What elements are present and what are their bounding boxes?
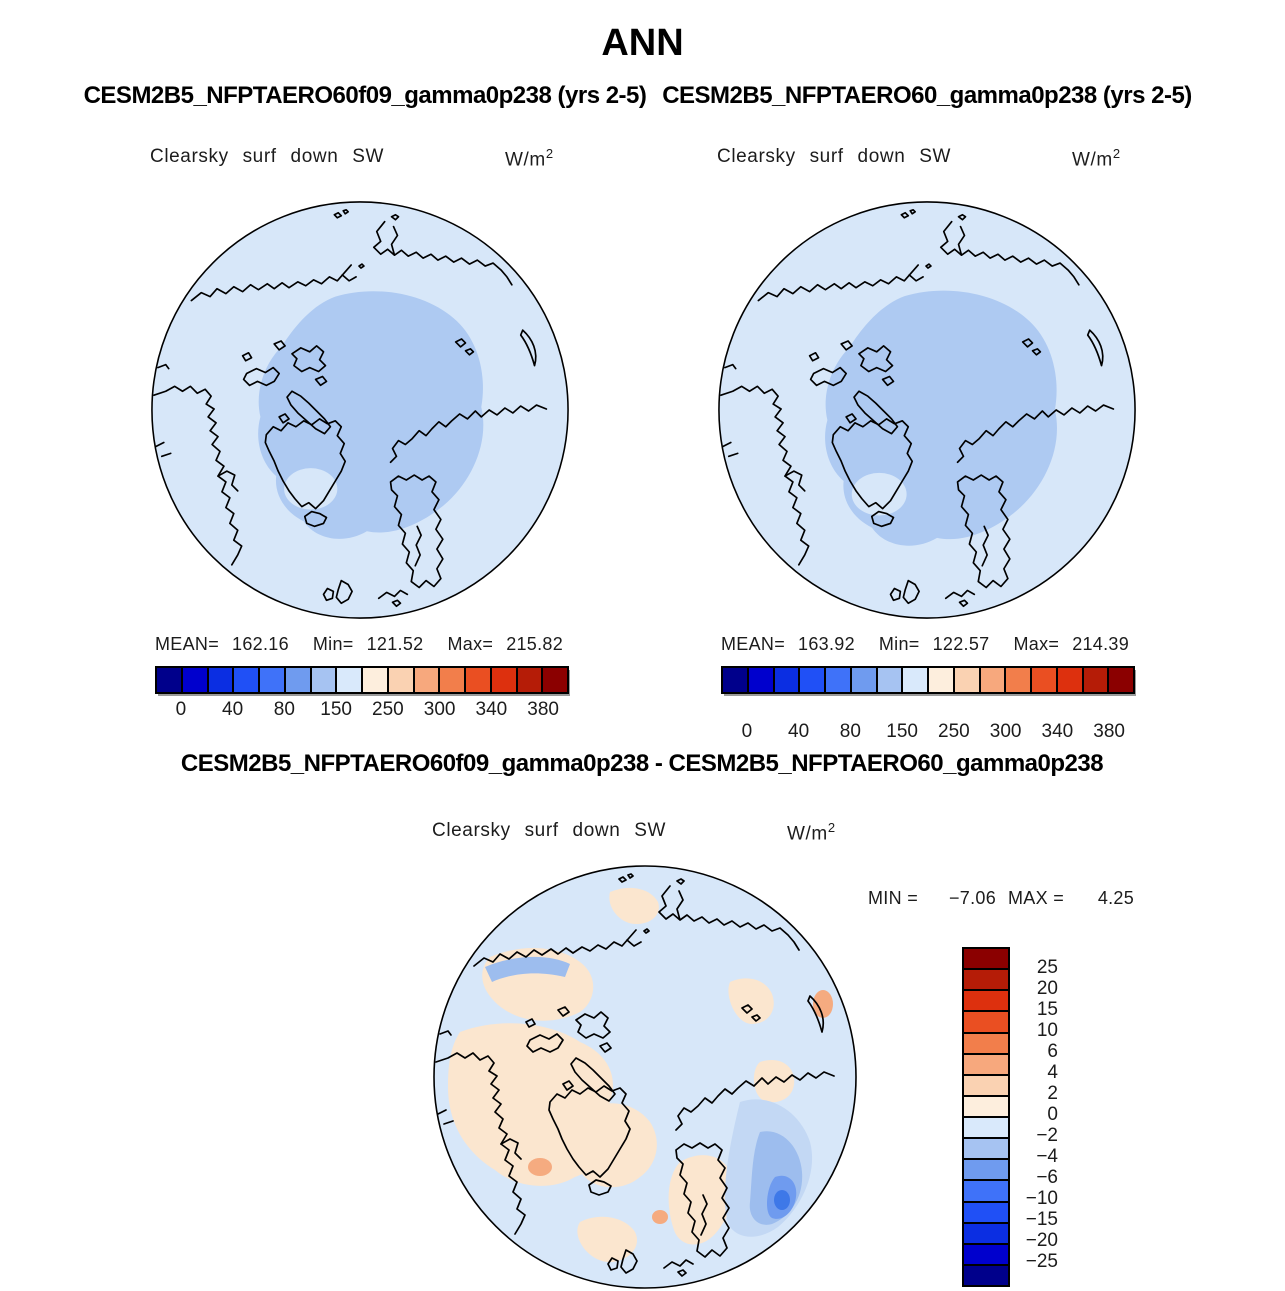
subtitle-diff: CESM2B5_NFPTAERO60f09_gamma0p238 - CESM2B5_NFPTAERO60_gamma0p238 xyxy=(180,750,1104,777)
colorbar-cell xyxy=(964,1243,1008,1264)
colorbar-cell xyxy=(157,668,181,692)
colorbar-tick-label: 20 xyxy=(1036,978,1058,999)
mean-label: MEAN= xyxy=(155,634,220,654)
variable-label: Clearsky surf down SW xyxy=(432,820,667,841)
colorbar-tick-label: −2 xyxy=(1036,1125,1058,1146)
min-label: Min= xyxy=(312,634,354,654)
colorbar-tick-label: 0 xyxy=(741,721,753,742)
max-label: Max= xyxy=(447,634,494,654)
colorbar-right xyxy=(721,666,1135,694)
colorbar-cell xyxy=(1056,668,1082,692)
colorbar-cell xyxy=(438,668,464,692)
stats-left xyxy=(155,634,563,655)
colorbar-right-ticks xyxy=(721,721,1135,743)
colorbar-cell xyxy=(1004,668,1030,692)
map-left-polar xyxy=(148,198,572,622)
mean-value: 163.92 xyxy=(798,634,855,654)
units-label: $W/m^2$ xyxy=(1072,146,1121,171)
variable-label: Clearsky surf down SW xyxy=(150,146,385,167)
colorbar-cell xyxy=(773,668,799,692)
mean-label: MEAN= xyxy=(721,634,786,654)
colorbar-cell xyxy=(979,668,1005,692)
colorbar-tick-label: 40 xyxy=(222,699,244,720)
colorbar-cell xyxy=(964,1095,1008,1116)
stats-diff xyxy=(868,888,1134,909)
colorbar-tick-label: 340 xyxy=(1041,721,1074,742)
colorbar-tick-label: −20 xyxy=(1025,1230,1058,1251)
colorbar-cell xyxy=(964,1116,1008,1137)
colorbar-cell xyxy=(541,668,567,692)
caption-left xyxy=(148,146,578,172)
min-value: −7.06 xyxy=(948,888,997,908)
colorbar-cell xyxy=(927,668,953,692)
min-label: MIN = xyxy=(868,888,919,908)
colorbar-tick-label: 80 xyxy=(273,699,295,720)
colorbar-tick-label: 40 xyxy=(788,721,810,742)
colorbar-tick-label: −15 xyxy=(1025,1209,1058,1230)
min-label: Min= xyxy=(878,634,920,654)
subtitle-right-run: CESM2B5_NFPTAERO60_gamma0p238 (yrs 2-5) xyxy=(662,82,1192,109)
units-label: $W/m^2$ xyxy=(787,820,836,845)
colorbar-tick-label: 300 xyxy=(989,721,1022,742)
colorbar-tick-label: 6 xyxy=(1047,1041,1058,1062)
colorbar-cell xyxy=(258,668,284,692)
colorbar-cell xyxy=(964,1010,1008,1031)
colorbar-cell xyxy=(964,989,1008,1010)
units-label: $W/m^2$ xyxy=(505,146,554,171)
colorbar-cell xyxy=(964,1179,1008,1200)
colorbar-cell xyxy=(964,1137,1008,1158)
colorbar-tick-label: 250 xyxy=(372,699,404,720)
map-right-polar xyxy=(715,198,1139,622)
colorbar-cell xyxy=(310,668,336,692)
colorbar-tick-label: 4 xyxy=(1047,1062,1058,1083)
colorbar-tick-label: 0 xyxy=(1047,1104,1058,1125)
colorbar-cell xyxy=(876,668,902,692)
max-value: 214.39 xyxy=(1072,634,1130,654)
colorbar-tick-label: −4 xyxy=(1036,1146,1058,1167)
variable-label: Clearsky surf down SW xyxy=(717,146,952,167)
colorbar-cell xyxy=(232,668,258,692)
colorbar-left xyxy=(155,666,569,694)
page-title: ANN xyxy=(601,22,684,64)
colorbar-cell xyxy=(964,1264,1008,1285)
diff-salmon-greenland xyxy=(528,1158,552,1176)
colorbar-diff xyxy=(962,947,1010,1287)
colorbar-cell xyxy=(181,668,207,692)
colorbar-cell xyxy=(964,1201,1008,1222)
colorbar-tick-label: 150 xyxy=(886,721,918,742)
colorbar-tick-label: −25 xyxy=(1025,1251,1058,1272)
colorbar-tick-label: 150 xyxy=(320,699,352,720)
colorbar-left-ticks xyxy=(155,699,569,721)
colorbar-cell xyxy=(1030,668,1056,692)
colorbar-cell xyxy=(964,1032,1008,1053)
colorbar-cell xyxy=(284,668,310,692)
colorbar-diff-ticks xyxy=(1014,947,1058,1283)
mean-value: 162.16 xyxy=(232,634,289,654)
colorbar-cell xyxy=(361,668,387,692)
caption-right xyxy=(715,146,1145,172)
map-diff-polar xyxy=(430,862,860,1291)
colorbar-cell xyxy=(413,668,439,692)
colorbar-cell xyxy=(964,949,1008,968)
colorbar-cell xyxy=(1107,668,1133,692)
colorbar-tick-label: −10 xyxy=(1025,1188,1058,1209)
diff-salmon-scandinavia xyxy=(652,1210,668,1224)
colorbar-tick-label: −6 xyxy=(1036,1167,1058,1188)
colorbar-tick-label: 2 xyxy=(1047,1083,1058,1104)
colorbar-cell xyxy=(901,668,927,692)
colorbar-tick-label: 15 xyxy=(1036,999,1058,1020)
colorbar-cell xyxy=(964,1074,1008,1095)
max-label: Max= xyxy=(1013,634,1060,654)
colorbar-cell xyxy=(964,1222,1008,1243)
colorbar-cell xyxy=(516,668,542,692)
caption-diff xyxy=(430,820,860,846)
colorbar-cell xyxy=(964,1053,1008,1074)
colorbar-cell xyxy=(953,668,979,692)
colorbar-cell xyxy=(850,668,876,692)
colorbar-cell xyxy=(1082,668,1108,692)
colorbar-cell xyxy=(824,668,850,692)
colorbar-tick-label: 250 xyxy=(938,721,970,742)
colorbar-cell xyxy=(387,668,413,692)
colorbar-tick-label: 80 xyxy=(839,721,861,742)
colorbar-cell xyxy=(964,1158,1008,1179)
colorbar-cell xyxy=(723,668,747,692)
colorbar-cell xyxy=(747,668,773,692)
colorbar-tick-label: 380 xyxy=(1093,721,1125,742)
colorbar-cell xyxy=(464,668,490,692)
colorbar-tick-label: 0 xyxy=(175,699,187,720)
subtitle-left-run: CESM2B5_NFPTAERO60f09_gamma0p238 (yrs 2-5) xyxy=(83,82,647,109)
min-value: 122.57 xyxy=(932,634,990,654)
min-value: 121.52 xyxy=(366,634,424,654)
colorbar-tick-label: 340 xyxy=(475,699,508,720)
max-label: MAX = xyxy=(1008,888,1065,908)
diff-blue-vivid-spot xyxy=(774,1190,790,1210)
colorbar-tick-label: 25 xyxy=(1036,957,1058,978)
colorbar-tick-label: 380 xyxy=(527,699,559,720)
colorbar-cell xyxy=(490,668,516,692)
max-value: 215.82 xyxy=(506,634,564,654)
colorbar-cell xyxy=(207,668,233,692)
max-value: 4.25 xyxy=(1097,888,1135,908)
colorbar-tick-label: 300 xyxy=(423,699,456,720)
colorbar-tick-label: 10 xyxy=(1036,1020,1058,1041)
stats-right xyxy=(721,634,1129,655)
colorbar-cell xyxy=(335,668,361,692)
colorbar-cell xyxy=(798,668,824,692)
colorbar-cell xyxy=(964,968,1008,989)
